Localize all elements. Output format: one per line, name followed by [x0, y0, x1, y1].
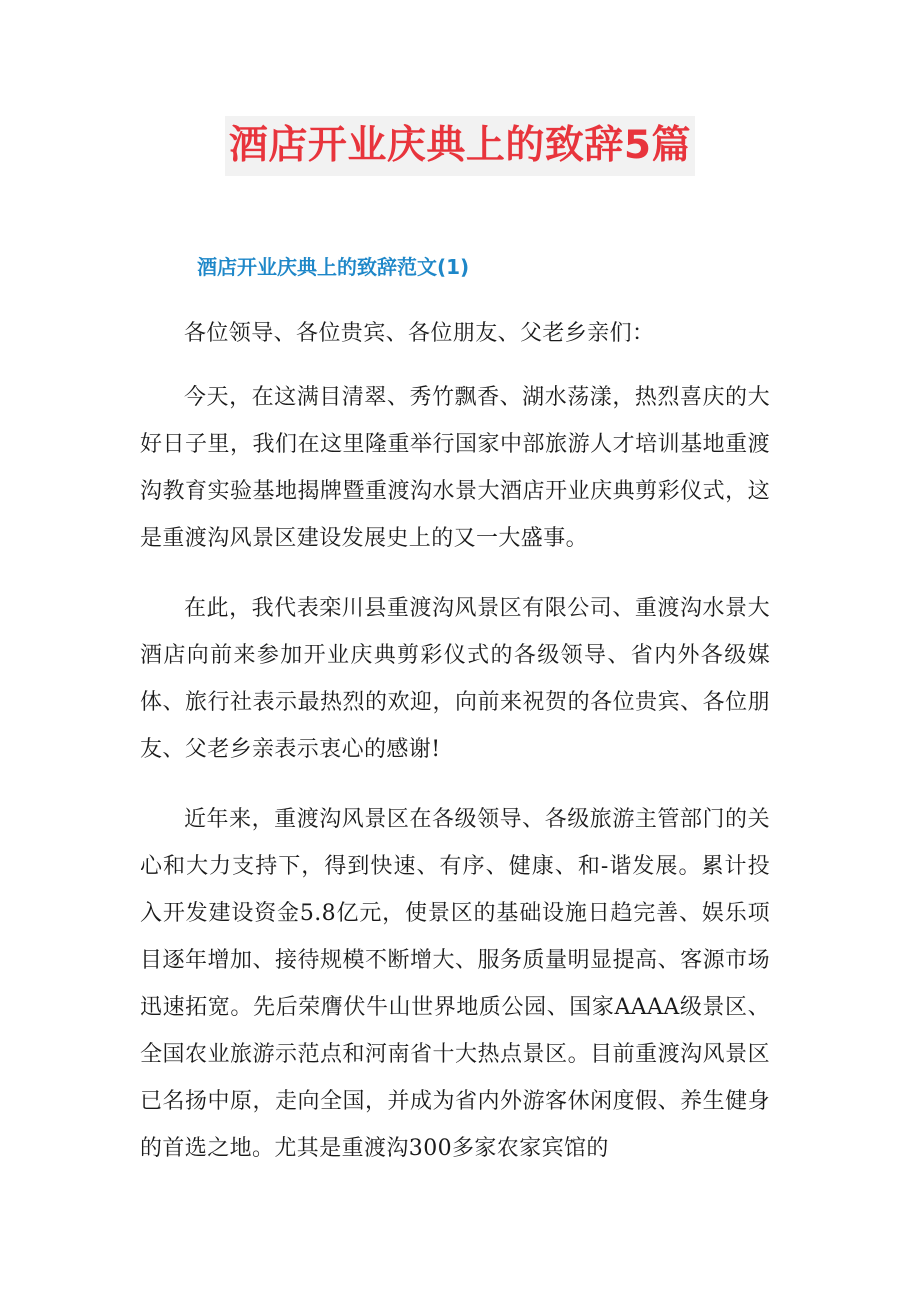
title-container [0, 116, 920, 176]
body-paragraph-3: 近年来，重渡沟风景区在各级领导、各级旅游主管部门的关心和大力支持下，得到快速、有序、健康、和-谐发展。累计投入开发建设资金5.8亿元，使景区的基础设施日趋完善、娱乐项目逐年增加、接待规模不断增大、服务质量明显提高、客源市场迅速拓宽。先后荣膺伏牛山世界地质公园、国家AAAA级景区、全国农业旅游示范点和河南省十大热点景区。目前重渡沟风景区已名扬中原，走向全国，并成为省内外游客休闲度假、养生健身的首选之地。尤其是重渡沟300多家农家宾馆的 [140, 807, 770, 1161]
body-paragraph-2: 在此，我代表栾川县重渡沟风景区有限公司、重渡沟水景大酒店向前来参加开业庆典剪彩仪式的各级领导、省内外各级媒体、旅行社表示最热烈的欢迎，向前来祝贺的各位贵宾、各位朋友、父老乡亲表示衷心的感谢! [140, 596, 770, 762]
section-heading: 酒店开业庆典上的致辞范文(1) [197, 255, 470, 279]
body-paragraph-1: 今天，在这满目清翠、秀竹飘香、湖水荡漾，热烈喜庆的大好日子里，我们在这里隆重举行国家中部旅游人才培训基地重渡沟教育实验基地揭牌暨重渡沟水景大酒店开业庆典剪彩仪式，这是重渡沟风景区建设发展史上的又一大盛事。 [140, 385, 770, 551]
document-title: 酒店开业庆典上的致辞5篇 [225, 116, 695, 176]
greeting-paragraph: 各位领导、各位贵宾、各位朋友、父老乡亲们： [184, 321, 655, 346]
